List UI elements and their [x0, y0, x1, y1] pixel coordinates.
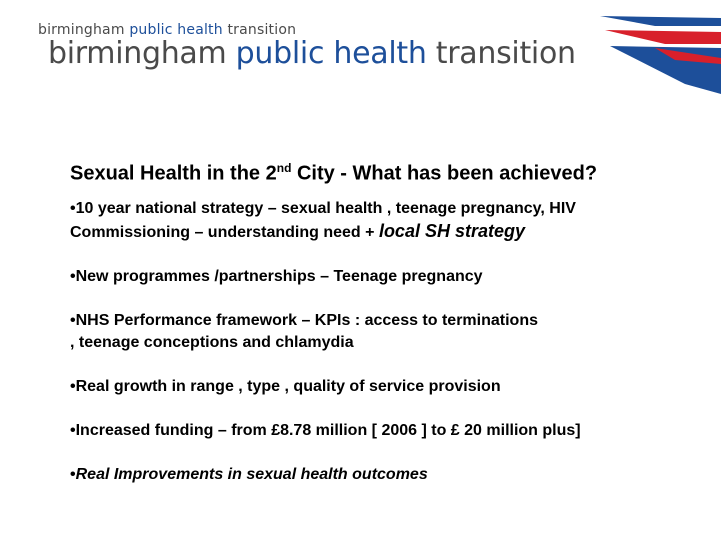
bullet-outcomes-italic: Real Improvements in sexual health outcomes	[75, 465, 428, 483]
header-big-accent: public health	[235, 36, 427, 71]
bullet-outcomes-prefix: •	[70, 465, 76, 483]
bullet-nhs-line2: , teenage conceptions and chlamydia	[70, 333, 354, 351]
header-small-accent: public health	[129, 22, 223, 38]
header-small-prefix: birmingham	[38, 22, 130, 38]
header-big-suffix: transition	[426, 36, 576, 71]
bullet-strategy-italic: local SH strategy	[378, 220, 525, 241]
logo-top-stripe	[600, 16, 721, 26]
title-sup: nd	[276, 161, 292, 175]
title-part2: City - What has been achieved?	[291, 162, 598, 185]
bullet-funding: •Increased funding – from £8.78 million [ 2006 ] to £ 20 million plus]	[70, 421, 581, 439]
title-part1: Sexual Health in the 2	[70, 162, 277, 185]
logo-mid-stripe	[605, 30, 721, 44]
bullet-strategy-line1: •10 year national strategy – sexual health , teenage pregnancy, HIV	[70, 199, 576, 217]
header-big-title	[48, 36, 576, 71]
slide-title	[70, 156, 710, 186]
bullet-programmes: •New programmes /partnerships – Teenage pregnancy	[70, 267, 483, 285]
bullet-outcomes	[70, 464, 710, 486]
bullet-growth: •Real growth in range , type , quality of service provision	[70, 377, 501, 395]
header-small-suffix: transition	[222, 22, 297, 38]
bullet-strategy-line2	[70, 220, 710, 244]
bullet-strategy-prefix: Commissioning – understanding need +	[70, 223, 379, 241]
header-big-prefix: birmingham	[48, 36, 236, 71]
bullet-nhs-line1: •NHS Performance framework – KPIs : access to terminations	[70, 311, 538, 329]
logo-icon	[595, 14, 723, 94]
slide-content	[70, 156, 710, 486]
